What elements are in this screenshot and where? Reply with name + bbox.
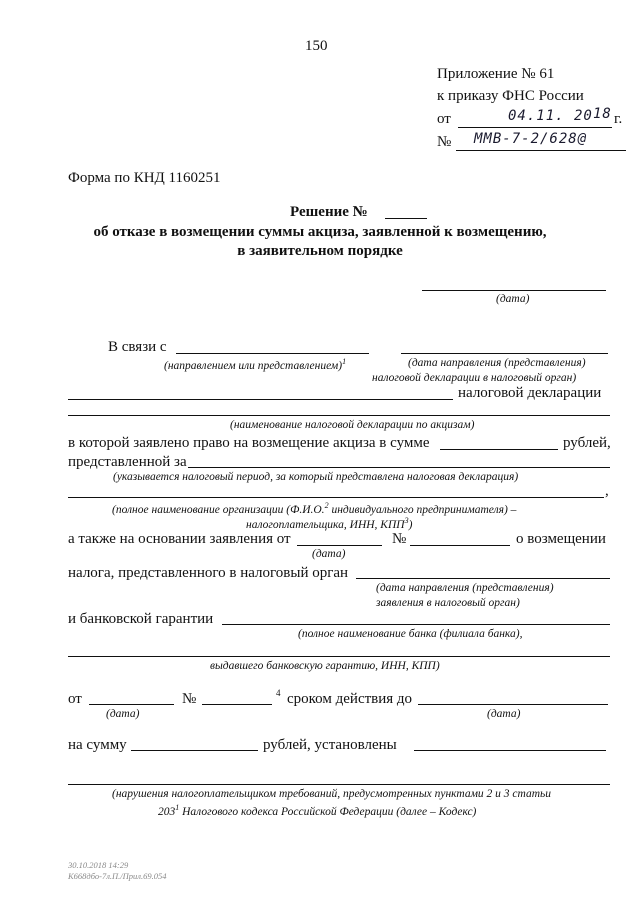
order-label: к приказу ФНС России — [437, 88, 584, 104]
form-code: Форма по КНД 1160251 — [68, 170, 221, 186]
caption-violations-2: $203^1$ Налогового кодекса Российской Федерации (далее – Кодекс) — [158, 803, 477, 818]
guarantee-number-sign: № — [182, 691, 197, 707]
claimed-right-label: в которой заявлено право на возмещение акциза в сумме — [68, 435, 430, 451]
order-number-prefix: № — [437, 134, 452, 150]
order-date-suffix: г. — [614, 111, 623, 127]
caption-direction: (направлением или представлением)$^1$ — [164, 357, 347, 372]
from-label: от — [68, 691, 82, 707]
caption-application-date: (дата) — [312, 548, 346, 560]
rubles-established-label: рублей, установлены — [263, 737, 397, 753]
page-number: 150 — [305, 38, 328, 54]
caption-application-date-1: (дата направления (представления) — [376, 582, 554, 594]
comma: , — [605, 483, 609, 499]
caption-tax-period: (указывается налоговый период, за который представлена налоговая декларация) — [113, 471, 519, 483]
caption-guarantee-date: (дата) — [106, 708, 140, 720]
caption-application-date-2: заявления в налоговый орган) — [376, 597, 520, 609]
caption-bank-name-1: (полное наименование банка (филиала банка), — [298, 628, 523, 640]
stamp-line-2: К668дбо-7л.П./Прил.69.054 — [68, 871, 167, 881]
rubles-label: рублей, — [563, 435, 611, 451]
appendix-label: Приложение № 61 — [437, 66, 555, 82]
caption-bank-name-2: выдавшего банковскую гарантию, ИНН, КПП) — [210, 660, 440, 672]
application-number-sign: № — [392, 531, 407, 547]
order-date-year: 18 — [593, 106, 612, 122]
order-date-prefix: от — [437, 111, 451, 127]
tax-submitted-label: налога, представленного в налоговый орган — [68, 565, 349, 581]
tax-declaration-label: налоговой декларации — [458, 385, 602, 401]
also-based-label: а также на основании заявления от — [68, 531, 291, 547]
caption-direction-date-2: налоговой декларации в налоговый орган) — [372, 372, 577, 384]
for-amount-label: на сумму — [68, 737, 127, 753]
caption-org-name-2: налогоплательщика, ИНН, КПП$^3$) — [246, 516, 413, 531]
decision-title: Решение № — [290, 204, 368, 220]
on-refund-label: о возмещении — [516, 531, 606, 547]
validity-label: сроком действия до — [287, 691, 413, 707]
bank-guarantee-label: и банковской гарантии — [68, 611, 214, 627]
order-number-value: ММВ-7-2/628@ — [474, 131, 588, 147]
order-date-value: 04.11. 20 — [508, 108, 593, 124]
stamp-line-1: 30.10.2018 14:29 — [68, 860, 129, 870]
caption-declaration-name: (наименование налоговой декларации по акцизам) — [230, 419, 475, 431]
decision-subtitle-2: в заявительном порядке — [237, 243, 403, 259]
caption-org-name-1: (полное наименование организации (Ф.И.О.$^2$ индивидуального предпринимателя) – — [112, 501, 517, 516]
submitted-for-label: представленной за — [68, 454, 187, 470]
caption-violations-1: (нарушения налогоплательщиком требований, предусмотренных пунктами 2 и 3 статьи — [112, 788, 552, 800]
footnote-4: 4 — [276, 688, 281, 698]
caption-date-top: (дата) — [496, 293, 530, 305]
caption-direction-date-1: (дата направления (представления) — [408, 357, 586, 369]
in-connection-label: В связи с — [108, 339, 167, 355]
caption-validity-date: (дата) — [487, 708, 521, 720]
decision-subtitle-1: об отказе в возмещении суммы акциза, заявленной к возмещению, — [93, 224, 547, 240]
